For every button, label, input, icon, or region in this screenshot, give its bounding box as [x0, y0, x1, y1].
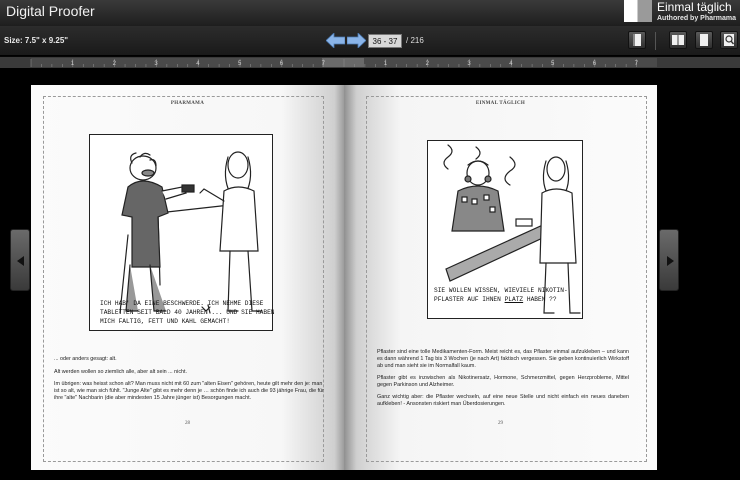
ruler-label: 4	[509, 61, 513, 67]
ruler-label: 7	[321, 61, 325, 67]
caption-line: TABLETTEN SEIT BALD 40 JAHREN ... UND SIE HABEN	[100, 309, 275, 316]
paragraph: Pflaster sind eine tolle Medikamenten-Form. Meist reicht es, das Pflaster einmal aufzukleben – und kann es dann während 1 Tag bis 3 Wochen (je nach Art) faktisch vergessen. Sie geben kontinuierlich Wirkstoff ab und man sieht sie im Normalfall kaum.	[377, 349, 629, 369]
zoom-icon	[721, 32, 737, 48]
title-bar	[0, 0, 740, 26]
ruler-label: 1	[383, 61, 388, 67]
previous-page-button[interactable]	[326, 33, 345, 48]
ruler-label: 3	[467, 61, 471, 67]
page-ruler	[0, 57, 740, 68]
paragraph: Pflaster gibt es inzwischen als Nikotinersatz, Hormone, Schmerzmittel, gegen Herzprobleme, Mittel gegen Parkinson und Alzheimer.	[377, 375, 629, 388]
fit-page-icon	[696, 32, 712, 48]
caption-line: MICH FALTIG, FETT UND KAHL GEMACHT!	[100, 318, 230, 325]
single-page-icon	[629, 32, 645, 48]
ruler-label: 3	[154, 61, 158, 67]
running-head: EINMAL TÄGLICH	[475, 101, 526, 106]
paragraph: Im übrigen: was heisst schon alt? Man muss nicht mit 60 zum "alten Eisen" gehören, heute gilt mehr den je: man ist so alt, wie man sich fühlt. "Junge Alte" gibt es mehr denn je … schön finde ich auch die 93 jährige Frau, die für ihre "alte" Nachbarin (die aber mindesten 15 Jahre jünger ist) Besorgungen macht.	[54, 381, 324, 401]
ruler-label: 2	[425, 61, 429, 67]
page-number: 29	[498, 421, 503, 426]
ruler-label: 7	[634, 61, 638, 67]
caption-line: ICH HAB' DA EINE BESCHWERDE. ICH NEHME DIESE	[100, 300, 264, 307]
page-total: / 216	[406, 36, 424, 45]
next-spread-button[interactable]	[659, 229, 679, 291]
left-page	[31, 85, 344, 470]
next-page-button[interactable]	[347, 33, 366, 48]
cartoon-caption	[434, 286, 634, 304]
paragraph: Ganz wichtig aber: die Pflaster wechseln, auf eine neue Stelle und nicht einfach ein neues daneben aufkleben! - Ansonsten riskiert man Überdosierungen.	[377, 394, 629, 407]
caption-line: SIE WOLLEN WISSEN, WIEVIELE NIKOTIN-	[434, 287, 568, 294]
arrow-left-icon	[326, 33, 345, 48]
right-page	[344, 85, 657, 470]
toolbar-separator	[655, 32, 656, 50]
caret-left-icon	[17, 256, 25, 266]
toolbar	[0, 26, 740, 56]
zoom-button[interactable]	[720, 31, 738, 49]
ruler-label: 5	[238, 61, 242, 67]
caret-right-icon	[666, 256, 674, 266]
running-head: PHARMAMA	[170, 101, 205, 106]
brand-name: Einmal täglich	[657, 0, 732, 14]
arrow-right-icon	[347, 33, 366, 48]
cartoon-caption	[100, 299, 320, 326]
two-page-spread-icon	[670, 32, 686, 48]
page-number: 28	[185, 421, 190, 426]
ruler-label: 2	[112, 61, 116, 67]
brand-logo	[624, 0, 652, 22]
ruler-label: 1	[70, 61, 75, 67]
ruler-label: 6	[279, 61, 284, 67]
page-range-input[interactable]	[368, 34, 402, 48]
paragraph: Alt werden wollen so ziemlich alle, aber alt sein ... nicht.	[54, 368, 188, 375]
caption-text: PFLASTER AUF IHNEN	[434, 296, 505, 303]
brand-subtitle: Authored by Pharmama	[657, 15, 736, 22]
app-title: Digital Proofer	[6, 3, 95, 19]
single-page-view-button[interactable]	[628, 31, 646, 49]
ruler-label: 6	[592, 61, 597, 67]
two-page-view-button[interactable]	[669, 31, 687, 49]
ruler-label: 4	[196, 61, 200, 67]
caption-underlined-word: PLATZ	[504, 296, 524, 303]
caption-text: HABEN ??	[523, 296, 557, 303]
fit-page-button[interactable]	[695, 31, 713, 49]
paragraph: ... oder anders gesagt: alt.	[54, 356, 117, 362]
ruler-label: 5	[551, 61, 555, 67]
ruler-scale	[0, 57, 740, 68]
page-body-text	[54, 356, 324, 408]
page-body-text	[377, 349, 629, 413]
size-label: Size: 7.5" x 9.25"	[4, 36, 69, 45]
previous-spread-button[interactable]	[10, 229, 30, 291]
caption-line	[434, 295, 634, 304]
